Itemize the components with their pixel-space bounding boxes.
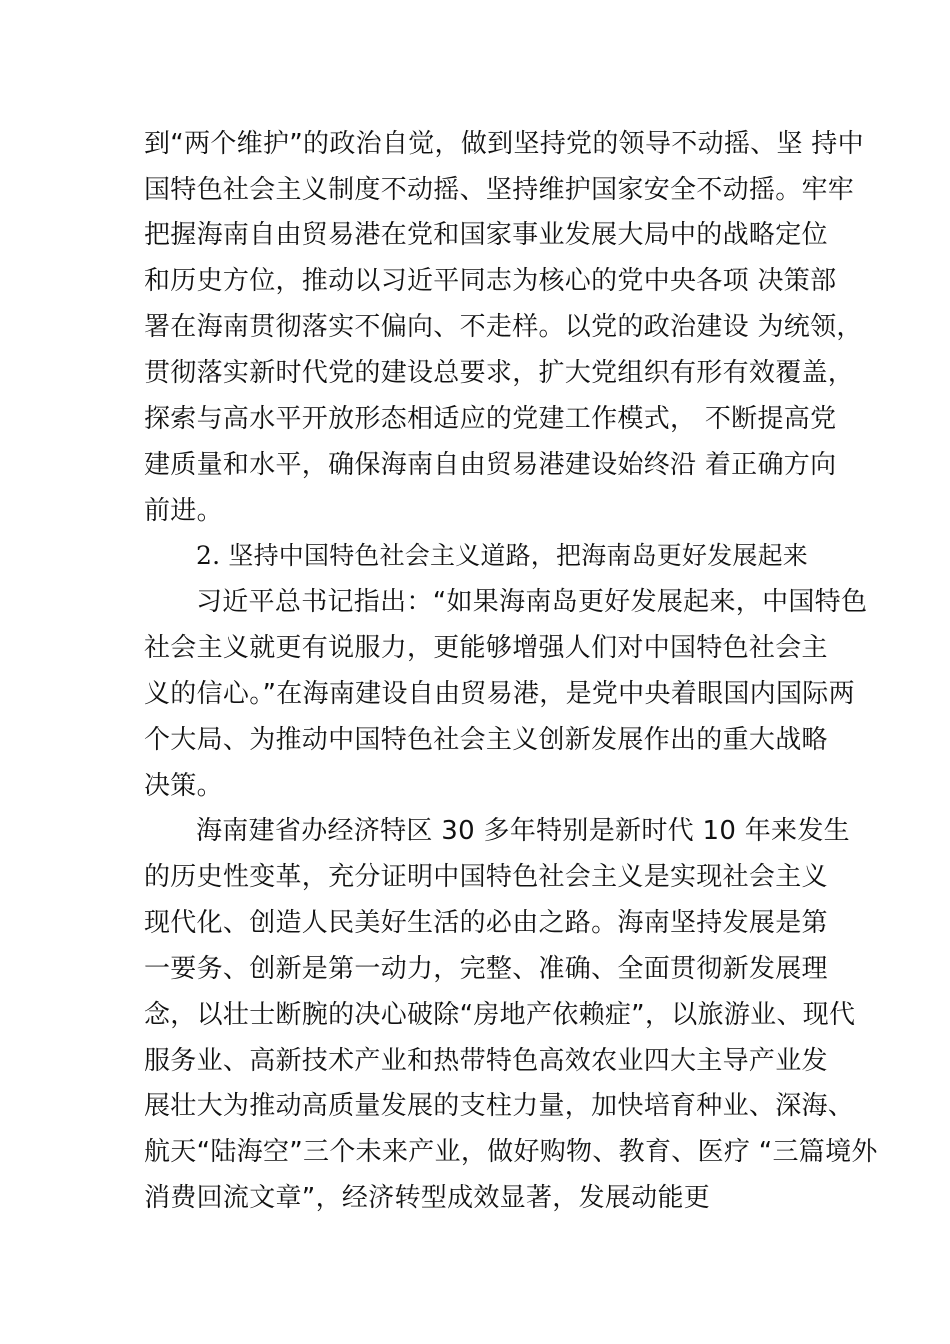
text-line: 探索与高水平开放形态相适应的党建工作模式， 不断提高党 <box>144 404 837 434</box>
text-line: 展壮大为推动高质量发展的支柱力量，加快培育种业、深海、 <box>144 1091 855 1121</box>
text-line: 服务业、高新技术产业和热带特色高效农业四大主导产业发 <box>144 1046 828 1076</box>
text-line: 一要务、创新是第一动力，完整、准确、全面贯彻新发展理 <box>144 954 828 984</box>
text-line: 决策。 <box>144 771 223 801</box>
text-line: 前进。 <box>144 496 223 526</box>
text-line: 航天“陆海空”三个未来产业，做好购物、教育、医疗 “三篇境外 <box>144 1137 878 1167</box>
text-line: 义的信心。”在海南建设自由贸易港，是党中央着眼国内国际两 <box>144 679 855 709</box>
text-line: 到“两个维护”的政治自觉，做到坚持党的领导不动摇、坚 持中 <box>144 129 864 159</box>
text-line: 现代化、创造人民美好生活的必由之路。海南坚持发展是第 <box>144 908 828 938</box>
text-line: 署在海南贯彻落实不偏向、不走样。以党的政治建设 为统领， <box>144 312 863 342</box>
text-line: 和历史方位，推动以习近平同志为核心的党中央各项 决策部 <box>144 266 837 296</box>
text-line: 建质量和水平，确保海南自由贸易港建设始终沿 着正确方向 <box>144 450 837 480</box>
text-line: 习近平总书记指出：“如果海南岛更好发展起来，中国特色 <box>196 587 868 617</box>
section-heading: 2. 坚持中国特色社会主义道路，把海南岛更好发展起来 <box>196 541 809 570</box>
text-line: 念，以壮士断腕的决心破除“房地产依赖症”，以旅游业、现代 <box>144 1000 856 1030</box>
text-line: 消费回流文章”，经济转型成效显著，发展动能更 <box>144 1183 711 1213</box>
text-line: 国特色社会主义制度不动摇、坚持维护国家安全不动摇。牢牢 <box>144 175 855 205</box>
text-line: 个大局、为推动中国特色社会主义创新发展作出的重大战略 <box>144 725 828 755</box>
text-line: 海南建省办经济特区 30 多年特别是新时代 10 年来发生 <box>196 816 850 846</box>
text-line: 贯彻落实新时代党的建设总要求，扩大党组织有形有效覆盖， <box>144 358 855 388</box>
text-line: 社会主义就更有说服力，更能够增强人们对中国特色社会主 <box>144 633 828 663</box>
text-line: 把握海南自由贸易港在党和国家事业发展大局中的战略定位 <box>144 220 828 250</box>
text-line: 的历史性变革，充分证明中国特色社会主义是实现社会主义 <box>144 862 828 892</box>
